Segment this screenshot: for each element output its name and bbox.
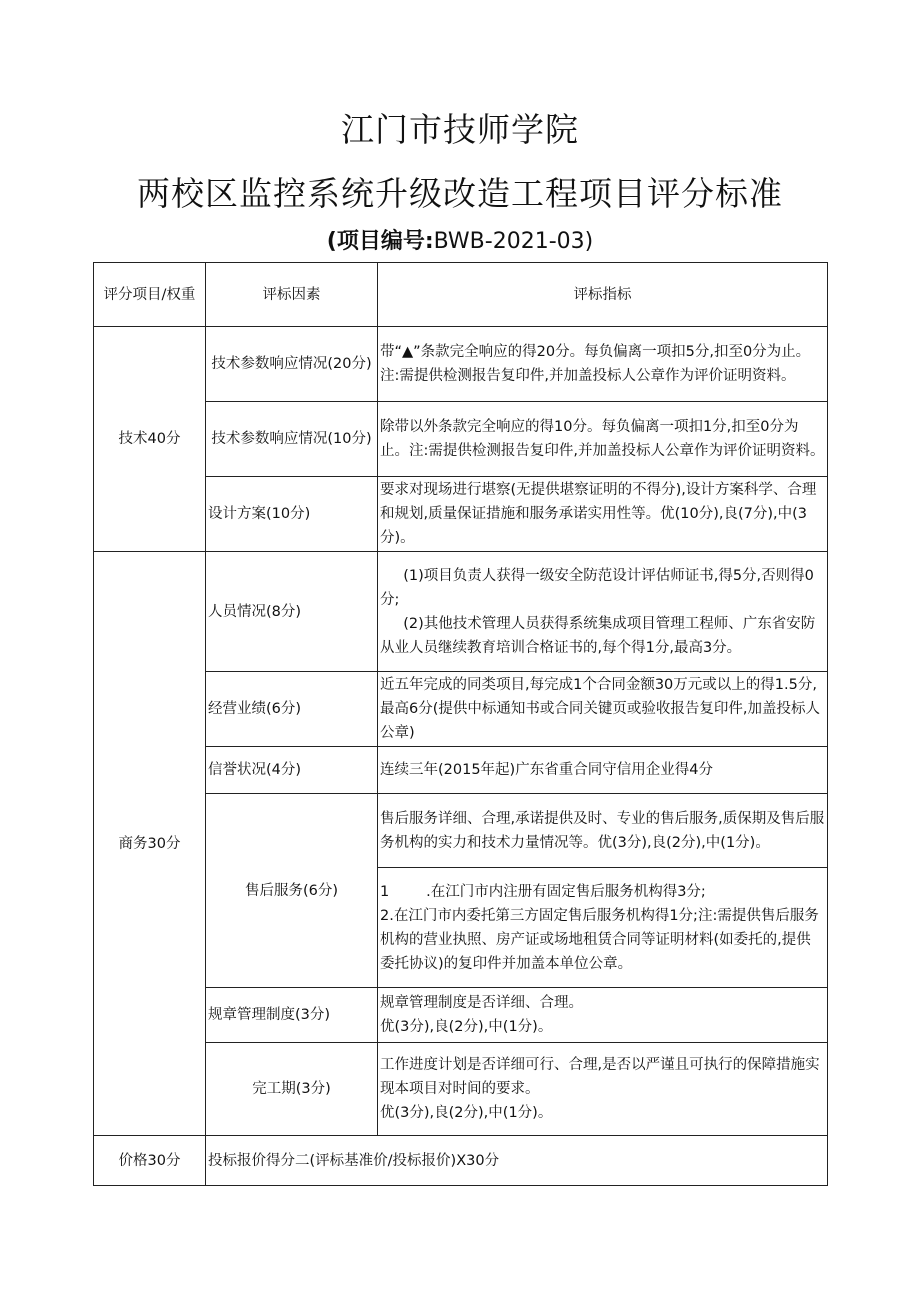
criteria-cell	[378, 868, 828, 988]
criteria-cell: 近五年完成的同类项目,每完成1个合同金额30万元或以上的得1.5分,最高6分(提供中标通知书或合同关键页或验收报告复印件,加盖投标人公章)	[378, 672, 828, 747]
criteria-cell: 售后服务详细、合理,承诺提供及时、专业的售后服务,质保期及售后服务机构的实力和技术力量情况等。优(3分),良(2分),中(1分)。	[378, 794, 828, 868]
criteria-cell	[378, 988, 828, 1043]
table-header-row	[94, 263, 828, 327]
table-row	[94, 552, 828, 672]
factor-cell: 信誉状况(4分)	[206, 747, 378, 794]
factor-cell: 经营业绩(6分)	[206, 672, 378, 747]
factor-cell: 售后服务(6分)	[206, 794, 378, 988]
criteria-line: 1 .在江门市内注册有固定售后服务机构得3分;	[380, 883, 706, 900]
criteria-cell	[378, 1043, 828, 1136]
criteria-cell: 带“▲”条款完全响应的得20分。每负偏离一项扣5分,扣至0分为止。注:需提供检测报告复印件,并加盖投标人公章作为评价证明资料。	[378, 327, 828, 402]
scoring-table	[93, 262, 828, 1186]
factor-cell: 规章管理制度(3分)	[206, 988, 378, 1043]
category-business: 商务30分	[94, 552, 206, 1136]
criteria-line: 优(3分),良(2分),中(1分)。	[380, 1105, 553, 1121]
criteria-cell: 连续三年(2015年起)广东省重合同守信用企业得4分	[378, 747, 828, 794]
criteria-line: (1)项目负责人获得一级安全防范设计评估师证书,得5分,否则得0分;	[380, 567, 814, 608]
factor-cell: 技术参数响应情况(10分)	[206, 402, 378, 477]
project-number-label: (项目编号:	[326, 229, 434, 254]
header-criteria: 评标指标	[378, 263, 828, 327]
criteria-cell	[378, 552, 828, 672]
criteria-line: 规章管理制度是否详细、合理。	[380, 995, 583, 1011]
category-technical: 技术40分	[94, 327, 206, 552]
table-row	[94, 1136, 828, 1186]
criteria-cell: 除带以外条款完全响应的得10分。每负偏离一项扣1分,扣至0分为止。注:需提供检测报告复印件,并加盖投标人公章作为评价证明资料。	[378, 402, 828, 477]
category-price: 价格30分	[94, 1136, 206, 1186]
factor-cell: 设计方案(10分)	[206, 477, 378, 552]
factor-cell: 完工期(3分)	[206, 1043, 378, 1136]
factor-cell: 人员情况(8分)	[206, 552, 378, 672]
criteria-line: 优(3分),良(2分),中(1分)。	[380, 1019, 553, 1035]
document-title: 江门市技师学院	[341, 110, 579, 149]
criteria-line: (2)其他技术管理人员获得系统集成项目管理工程师、广东省安防从业人员继续教育培训合格证书的,每个得1分,最高3分。	[380, 615, 816, 656]
project-number-value: BWB-2021-03)	[433, 229, 594, 254]
criteria-line: 工作进度计划是否详细可行、合理,是否以严谨且可执行的保障措施实现本项目对时间的要求。	[380, 1057, 820, 1097]
project-number	[0, 224, 920, 255]
document-subtitle: 两校区监控系统升级改造工程项目评分标准	[137, 174, 783, 213]
table-row	[94, 327, 828, 402]
factor-cell: 技术参数响应情况(20分)	[206, 327, 378, 402]
price-formula: 投标报价得分二(评标基准价/投标报价)X30分	[206, 1136, 828, 1186]
header-factor: 评标因素	[206, 263, 378, 327]
criteria-cell: 要求对现场进行堪察(无提供堪察证明的不得分),设计方案科学、合理和规划,质量保证措施和服务承诺实用性等。优(10分),良(7分),中(3分)。	[378, 477, 828, 552]
header-category: 评分项目/权重	[94, 263, 206, 327]
criteria-line: 2.在江门市内委托第三方固定售后服务机构得1分;注:需提供售后服务机构的营业执照、房产证或场地租赁合同等证明材料(如委托的,提供委托协议)的复印件并加盖本单位公章。	[380, 907, 819, 972]
